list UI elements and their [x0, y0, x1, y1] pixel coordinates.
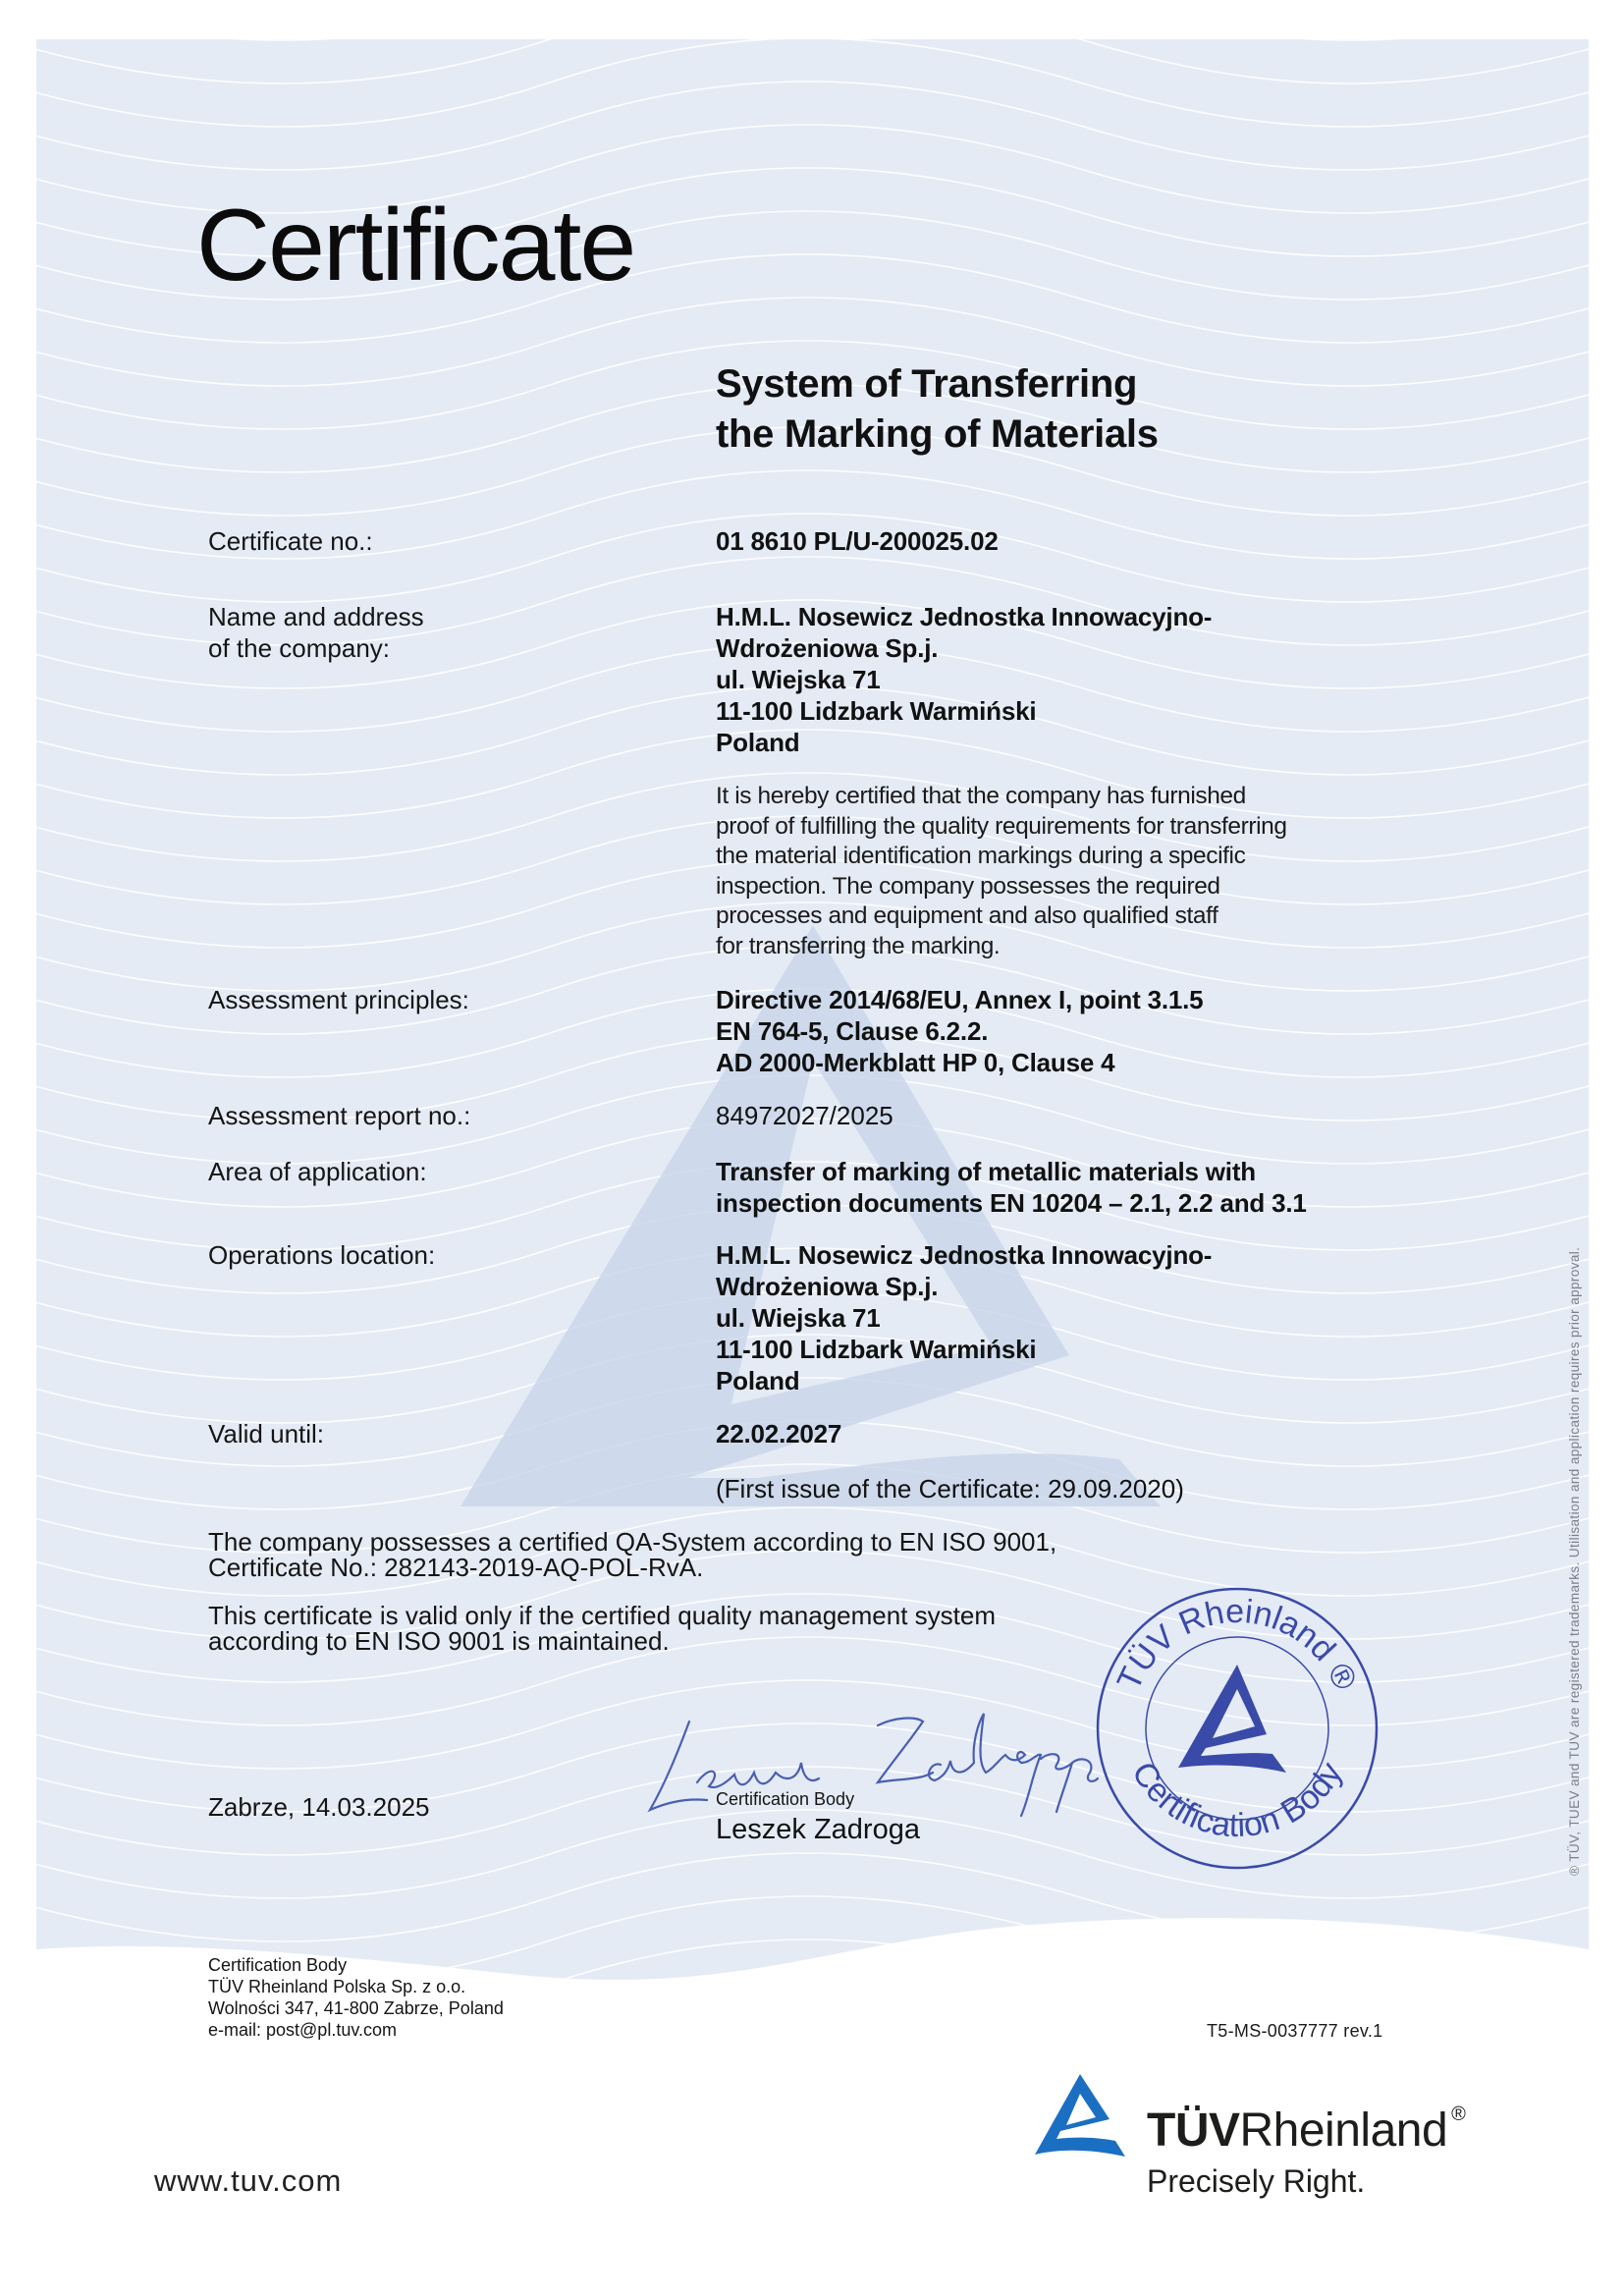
note-line: The company possesses a certified QA-System according to EN ISO 9001,	[208, 1527, 1057, 1557]
brand-slogan: Precisely Right.	[1147, 2163, 1366, 2199]
statement-line: the material identification markings during a specific	[716, 843, 1246, 869]
company-label	[208, 601, 424, 664]
assessment-report-label: Assessment report no.:	[208, 1101, 471, 1130]
issuer-line: Certification Body	[208, 1955, 348, 1975]
signer-name: Leszek Zadroga	[716, 1814, 920, 1845]
certification-stamp	[1090, 1581, 1384, 1876]
location-line: H.M.L. Nosewicz Jednostka Innowacyjno-	[716, 1240, 1213, 1270]
assessment-principles-label: Assessment principles:	[208, 985, 469, 1014]
website-link[interactable]: www.tuv.com	[154, 2163, 343, 2198]
place-date: Zabrze, 14.03.2025	[208, 1792, 430, 1822]
valid-until-label: Valid until:	[208, 1419, 325, 1449]
location-line: Wdrożeniowa Sp.j.	[716, 1272, 939, 1301]
note-line: This certificate is valid only if the certified quality management system	[208, 1601, 997, 1630]
location-line: ul. Wiejska 71	[716, 1303, 881, 1333]
valid-until-value: 22.02.2027	[716, 1419, 842, 1449]
brand-regular: Rheinland	[1239, 2105, 1448, 2157]
stamp-bottom-text: Certification Body	[1124, 1755, 1350, 1845]
trademark-notice: ® TÜV, TUEV and TUV are registered trademarks. Utilisation and application requires prior approval.	[1567, 1246, 1582, 1876]
stamp-top-text: TÜV Rheinland ®	[1110, 1592, 1365, 1697]
handwritten-signature	[628, 1704, 1100, 1822]
address-line: 11-100 Lidzbark Warmiński	[716, 696, 1037, 726]
signer-role: Certification Body	[716, 1789, 855, 1809]
label-line: Name and address	[208, 602, 424, 631]
note-line: Certificate No.: 282143-2019-AQ-POL-RvA.	[208, 1553, 704, 1582]
location-line: 11-100 Lidzbark Warmiński	[716, 1335, 1037, 1364]
subtitle-line: System of Transferring	[716, 362, 1138, 406]
document-reference: T5-MS-0037777 rev.1	[1207, 2021, 1383, 2041]
wave-line	[0, 0, 1624, 40]
issuer-line: TÜV Rheinland Polska Sp. z o.o.	[208, 1977, 466, 1996]
area-of-application-value	[716, 1156, 1307, 1219]
principle-line: AD 2000-Merkblatt HP 0, Clause 4	[716, 1048, 1115, 1077]
certificate-subtitle	[716, 359, 1159, 460]
area-line: Transfer of marking of metallic materials with	[716, 1157, 1256, 1186]
operations-location-value	[716, 1239, 1212, 1396]
certificate-title: Certificate	[196, 189, 635, 302]
area-of-application-label: Area of application:	[208, 1157, 427, 1186]
registered-mark: ®	[1451, 2104, 1466, 2125]
area-line: inspection documents EN 10204 – 2.1, 2.2 and 3.1	[716, 1188, 1307, 1218]
certification-statement	[716, 782, 1287, 961]
stamp-triangle-icon	[1178, 1665, 1286, 1773]
validity-note	[208, 1603, 996, 1654]
statement-line: It is hereby certified that the company has furnished	[716, 783, 1246, 809]
address-line: ul. Wiejska 71	[716, 665, 881, 694]
brand-bold: TÜV	[1147, 2105, 1240, 2157]
brand-wordmark	[1147, 2104, 1465, 2158]
issuer-email[interactable]: e-mail: post@pl.tuv.com	[208, 2020, 397, 2040]
address-line: H.M.L. Nosewicz Jednostka Innowacyjno-	[716, 602, 1213, 631]
certificate-no-label: Certificate no.:	[208, 526, 373, 556]
statement-line: proof of fulfilling the quality requirements for transferring	[716, 812, 1287, 840]
qa-system-note	[208, 1529, 1056, 1580]
certificate-no-value: 01 8610 PL/U-200025.02	[716, 526, 999, 556]
note-line: according to EN ISO 9001 is maintained.	[208, 1626, 670, 1656]
location-line: Poland	[716, 1366, 800, 1395]
assessment-report-value: 84972027/2025	[716, 1101, 893, 1130]
issuer-line: Wolności 347, 41-800 Zabrze, Poland	[208, 1998, 504, 2018]
first-issue-note: (First issue of the Certificate: 29.09.2020)	[716, 1474, 1184, 1503]
statement-line: processes and equipment and also qualified staff	[716, 902, 1218, 929]
operations-location-label: Operations location:	[208, 1240, 436, 1270]
statement-line: for transferring the marking.	[716, 932, 1001, 959]
address-line: Poland	[716, 728, 800, 757]
principle-line: EN 764-5, Clause 6.2.2.	[716, 1016, 989, 1046]
principle-line: Directive 2014/68/EU, Annex I, point 3.1.5	[716, 985, 1204, 1014]
label-line: of the company:	[208, 633, 390, 663]
tuv-logo-icon	[1031, 2070, 1129, 2159]
assessment-principles-value	[716, 984, 1203, 1078]
issuer-address	[208, 1954, 504, 2041]
company-address	[716, 601, 1212, 758]
address-line: Wdrożeniowa Sp.j.	[716, 633, 939, 663]
statement-line: inspection. The company possesses the required	[716, 872, 1220, 900]
subtitle-line: the Marking of Materials	[716, 412, 1159, 456]
